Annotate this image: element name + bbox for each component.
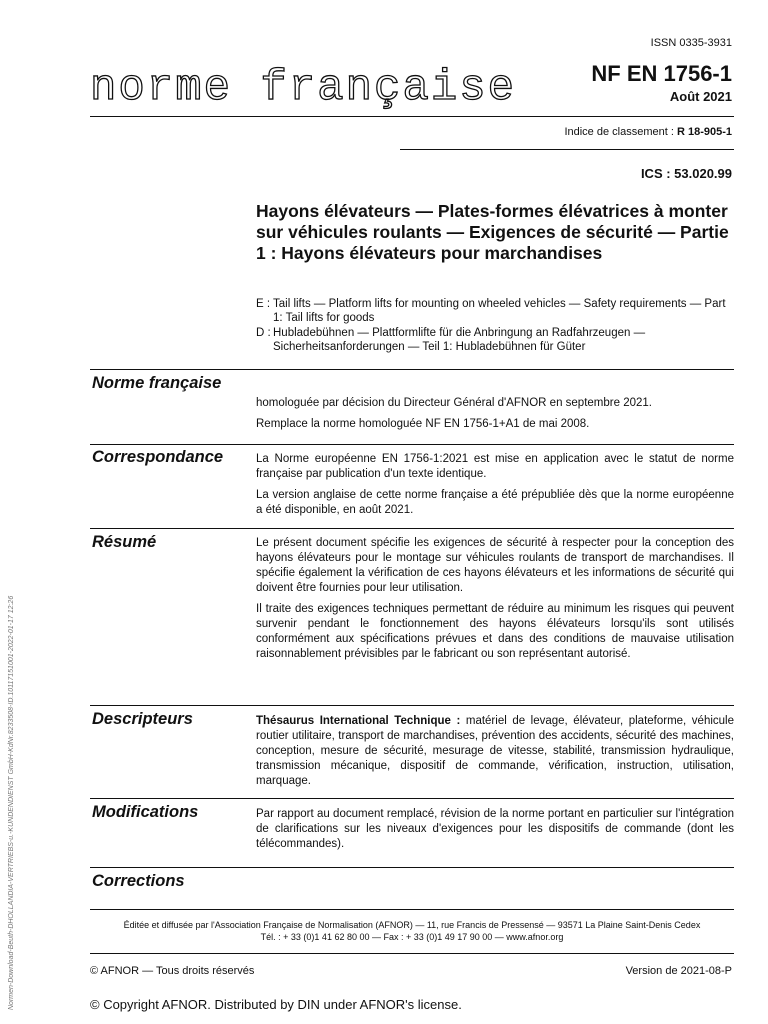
correspondance-p1: La Norme européenne EN 1756-1:2021 est mise en application avec le statut de norme française par publication d'un texte identique.	[256, 453, 734, 480]
section-body-resume	[256, 536, 734, 668]
rights-notice: © AFNOR — Tous droits réservés	[90, 965, 255, 977]
title-translations	[256, 297, 734, 355]
section-divider	[90, 444, 734, 445]
classement-divider	[400, 149, 734, 150]
document-title: Hayons élévateurs — Plates-formes élévatrices à monter sur véhicules roulants — Exigences de sécurité — Partie 1 : Hayons élévateurs pour marchandises	[256, 201, 729, 263]
section-body-norme	[256, 396, 734, 438]
classement-value: R 18-905-1	[676, 126, 732, 138]
translation-german	[256, 326, 734, 354]
publication-date: Août 2021	[669, 89, 732, 104]
classement-label: Indice de classement :	[564, 126, 674, 138]
section-heading-corrections: Corrections	[92, 872, 185, 890]
section-body-descripteurs	[256, 714, 734, 795]
correspondance-p2: La version anglaise de cette norme française a été prépubliée dès que la norme européenne a été disponible, en août 2021.	[256, 489, 734, 516]
section-heading-descripteurs: Descripteurs	[92, 710, 193, 728]
section-body-correspondance	[256, 452, 734, 524]
norme-homologation: homologuée par décision du Directeur Général d'AFNOR en septembre 2021.	[256, 397, 652, 409]
translation-text: Hubladebühnen — Plattformlifte für die Anbringung an Radfahrzeugen — Sicherheitsanforderungen — Teil 1: Hubladebühnen für Güter	[273, 327, 646, 353]
publisher-contact: Tél. : + 33 (0)1 41 62 80 00 — Fax : + 33 (0)1 49 17 90 00 — www.afnor.org	[260, 932, 564, 942]
series-title: norme française	[90, 63, 517, 113]
thesaurus-label: Thésaurus International Technique :	[256, 715, 461, 727]
section-divider	[90, 705, 734, 706]
resume-p2: Il traite des exigences techniques permettant de réduire au minimum les risques qui peuvent survenir pendant le fonctionnement des hayons élévateurs lorsqu'ils sont utilisés conformément aux spécifications prévues et dans des conditions de mauvaise utilisation raisonnablement prévisibles par le fabricant ou son représentant autorisé.	[256, 603, 734, 660]
publisher-address: Éditée et diffusée par l'Association Française de Normalisation (AFNOR) — 11, rue Francis de Pressensé — 93571 La Plaine Saint-Denis Cedex	[123, 920, 701, 930]
section-divider	[90, 528, 734, 529]
thesaurus-keywords: matériel de levage, élévateur, plateforme, véhicule routier utilitaire, transport de marchandises, prévention des accidents, sécurité des machines, conception, mesure de sécurité, mesurage de vitesse, stabilité, transmission hydraulique, transmission mécanique, dispositif de commande, vérification, instruction, utilisation, marquage.	[256, 715, 734, 787]
translation-english	[256, 297, 734, 325]
modifications-p1: Par rapport au document remplacé, révision de la norme portant en particulier sur l'intégration de clarifications sur les niveaux d'exigences pour les dispositifs de commande (dont les télécommandes).	[256, 808, 734, 850]
issn-number: ISSN 0335-3931	[650, 37, 732, 49]
translation-text: Tail lifts — Platform lifts for mounting on wheeled vehicles — Safety requirements — Part 1: Tail lifts for goods	[273, 298, 726, 324]
section-heading-correspondance: Correspondance	[92, 448, 224, 466]
section-heading-modifications: Modifications	[92, 803, 199, 821]
footer-divider	[90, 909, 734, 910]
footer-divider	[90, 953, 734, 954]
standard-number: NF EN 1756-1	[591, 61, 732, 86]
publisher-info	[90, 919, 734, 943]
section-body-modifications	[256, 807, 734, 858]
section-heading-resume: Résumé	[92, 533, 157, 551]
version-label: Version de 2021-08-P	[625, 965, 732, 977]
header-divider	[90, 116, 734, 117]
norme-remplace: Remplace la norme homologuée NF EN 1756-1+A1 de mai 2008.	[256, 418, 590, 430]
classement-index	[400, 126, 732, 138]
descripteurs-text	[256, 714, 734, 789]
section-divider	[90, 798, 734, 799]
translation-lang: D :	[256, 327, 271, 339]
copyright-notice: © Copyright AFNOR. Distributed by DIN under AFNOR's license.	[90, 997, 462, 1012]
section-divider	[90, 867, 734, 868]
translation-lang: E :	[256, 298, 271, 310]
resume-p1: Le présent document spécifie les exigences de sécurité à respecter pour la conception des hayons élévateurs pour le montage sur véhicules roulants de transport de marchandises. Il spécifie également la vérification de ces hayons élévateurs et les informations de sécurité qui doivent être fournies pour leur utilisation.	[256, 537, 734, 594]
ics-code: ICS : 53.020.99	[640, 166, 732, 181]
download-watermark: Normen-Download-Beuth-DHOLLANDIA-VERTRIEBS-u.-KUNDENDIENST GmbH-KdNr.8233508-ID.10117151001-2022-01-17 12:26	[8, 595, 15, 1010]
section-heading-norme: Norme française	[92, 374, 222, 392]
section-divider	[90, 369, 734, 370]
